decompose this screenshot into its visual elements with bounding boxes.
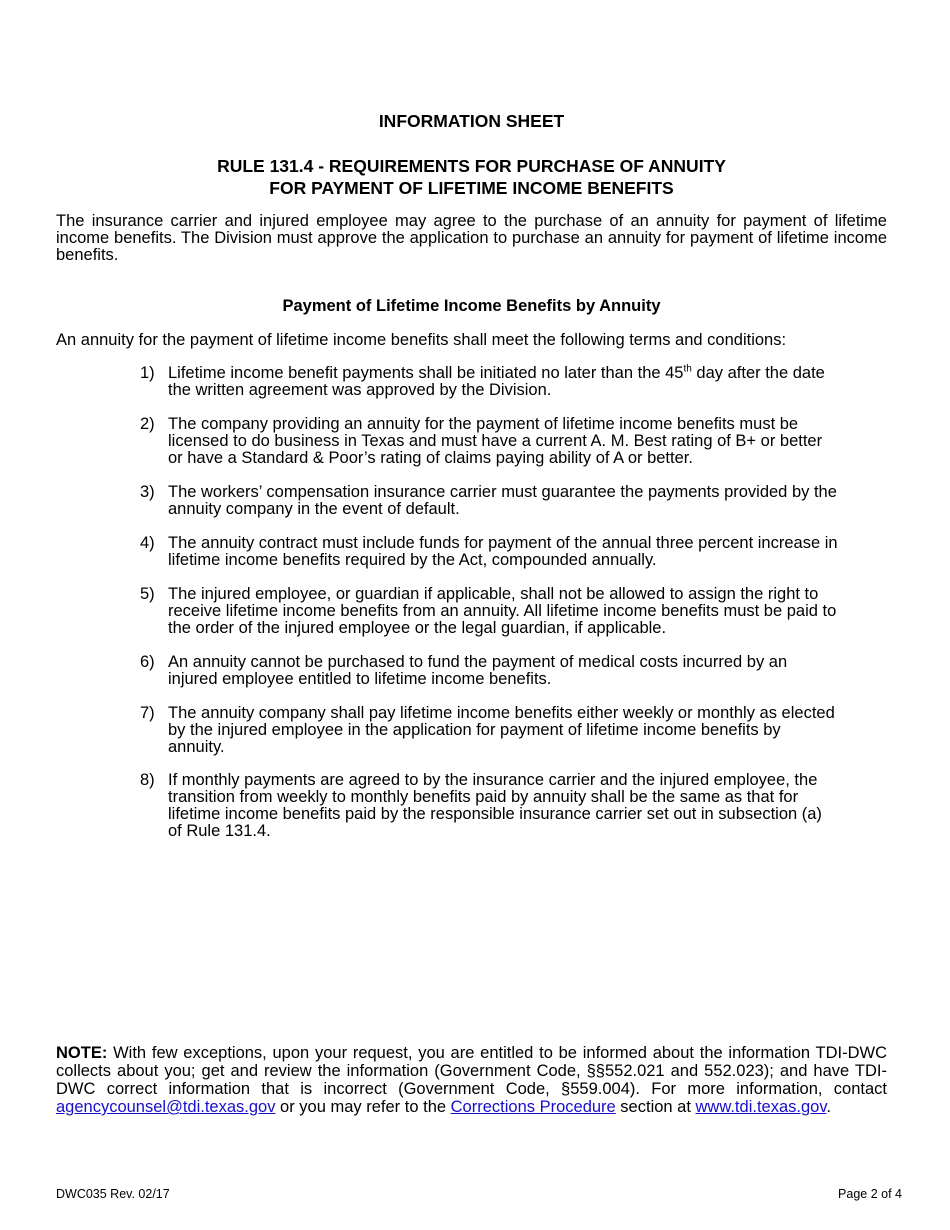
list-text: If monthly payments are agreed to by the insurance carrier and the injured employee, the transition from weekly to monthly benefits paid by annuity shall be the same as that for lifetime income benefits paid by the responsible insurance carrier set out in subsection (a) of Rule 131.4. <box>168 771 822 840</box>
list-number: 2) <box>140 415 155 433</box>
list-text: The workers’ compensation insurance carrier must guarantee the payments provided by the annuity company in the event of default. <box>168 483 837 518</box>
intro-paragraph: The insurance carrier and injured employee may agree to the purchase of an annuity for payment of lifetime income benefits. The Division must approve the application to purchase an annuity for payment of lifetime income benefits. <box>56 212 887 264</box>
privacy-note: NOTE: With few exceptions, upon your request, you are entitled to be informed about the information TDI-DWC collects about you; get and review the information (Government Code, §§552.021 and 552.023); and have TDI-DWC correct information that is incorrect (Government Code, §559.004). For more information, contact agencycounsel@tdi.texas.gov or you may refer to the Corrections Procedure section at www.tdi.texas.gov. <box>56 1044 887 1116</box>
note-label: NOTE: <box>56 1044 108 1062</box>
list-text: The annuity company shall pay lifetime income benefits either weekly or monthly as elected by the injured employee in the application for payment of lifetime income benefits by annuity. <box>168 704 835 756</box>
page-number: Page 2 of 4 <box>838 1187 902 1201</box>
list-text: Lifetime income benefit payments shall be initiated no later than the 45th day after the date the written agreement was approved by the Division. <box>168 363 825 399</box>
list-number: 7) <box>140 704 155 722</box>
list-text: The annuity contract must include funds for payment of the annual three percent increase in lifetime income benefits required by the Act, compounded annually. <box>168 534 838 569</box>
rule-heading <box>56 155 887 199</box>
tdi-website-link[interactable]: www.tdi.texas.gov <box>695 1098 827 1116</box>
rule-heading-line2: FOR PAYMENT OF LIFETIME INCOME BENEFITS <box>269 178 674 198</box>
list-number: 5) <box>140 585 155 603</box>
list-text: The company providing an annuity for the payment of lifetime income benefits must be licensed to do business in Texas and must have a current A. M. Best rating of B+ or better or have a Standard & Poor’s rating of claims paying ability of A or better. <box>168 415 823 467</box>
list-number: 3) <box>140 483 155 501</box>
list-text: An annuity cannot be purchased to fund the payment of medical costs incurred by an injured employee entitled to lifetime income benefits. <box>168 653 788 688</box>
rule-heading-line1: RULE 131.4 - REQUIREMENTS FOR PURCHASE OF ANNUITY <box>217 156 726 176</box>
section-heading: Payment of Lifetime Income Benefits by Annuity <box>282 297 661 315</box>
list-number: 8) <box>140 771 155 789</box>
list-text: The injured employee, or guardian if applicable, shall not be allowed to assign the right to receive lifetime income benefits from an annuity. All lifetime income benefits must be paid to the order of the injured employee or the legal guardian, if applicable. <box>168 585 837 637</box>
list-number: 4) <box>140 534 155 552</box>
lead-paragraph: An annuity for the payment of lifetime income benefits shall meet the following terms and conditions: <box>56 331 787 349</box>
form-id: DWC035 Rev. 02/17 <box>56 1187 170 1201</box>
list-number: 1) <box>140 364 155 382</box>
page-title: INFORMATION SHEET <box>378 111 565 131</box>
email-link[interactable]: agencycounsel@tdi.texas.gov <box>56 1098 276 1116</box>
list-number: 6) <box>140 653 155 671</box>
corrections-procedure-link[interactable]: Corrections Procedure <box>450 1098 616 1116</box>
